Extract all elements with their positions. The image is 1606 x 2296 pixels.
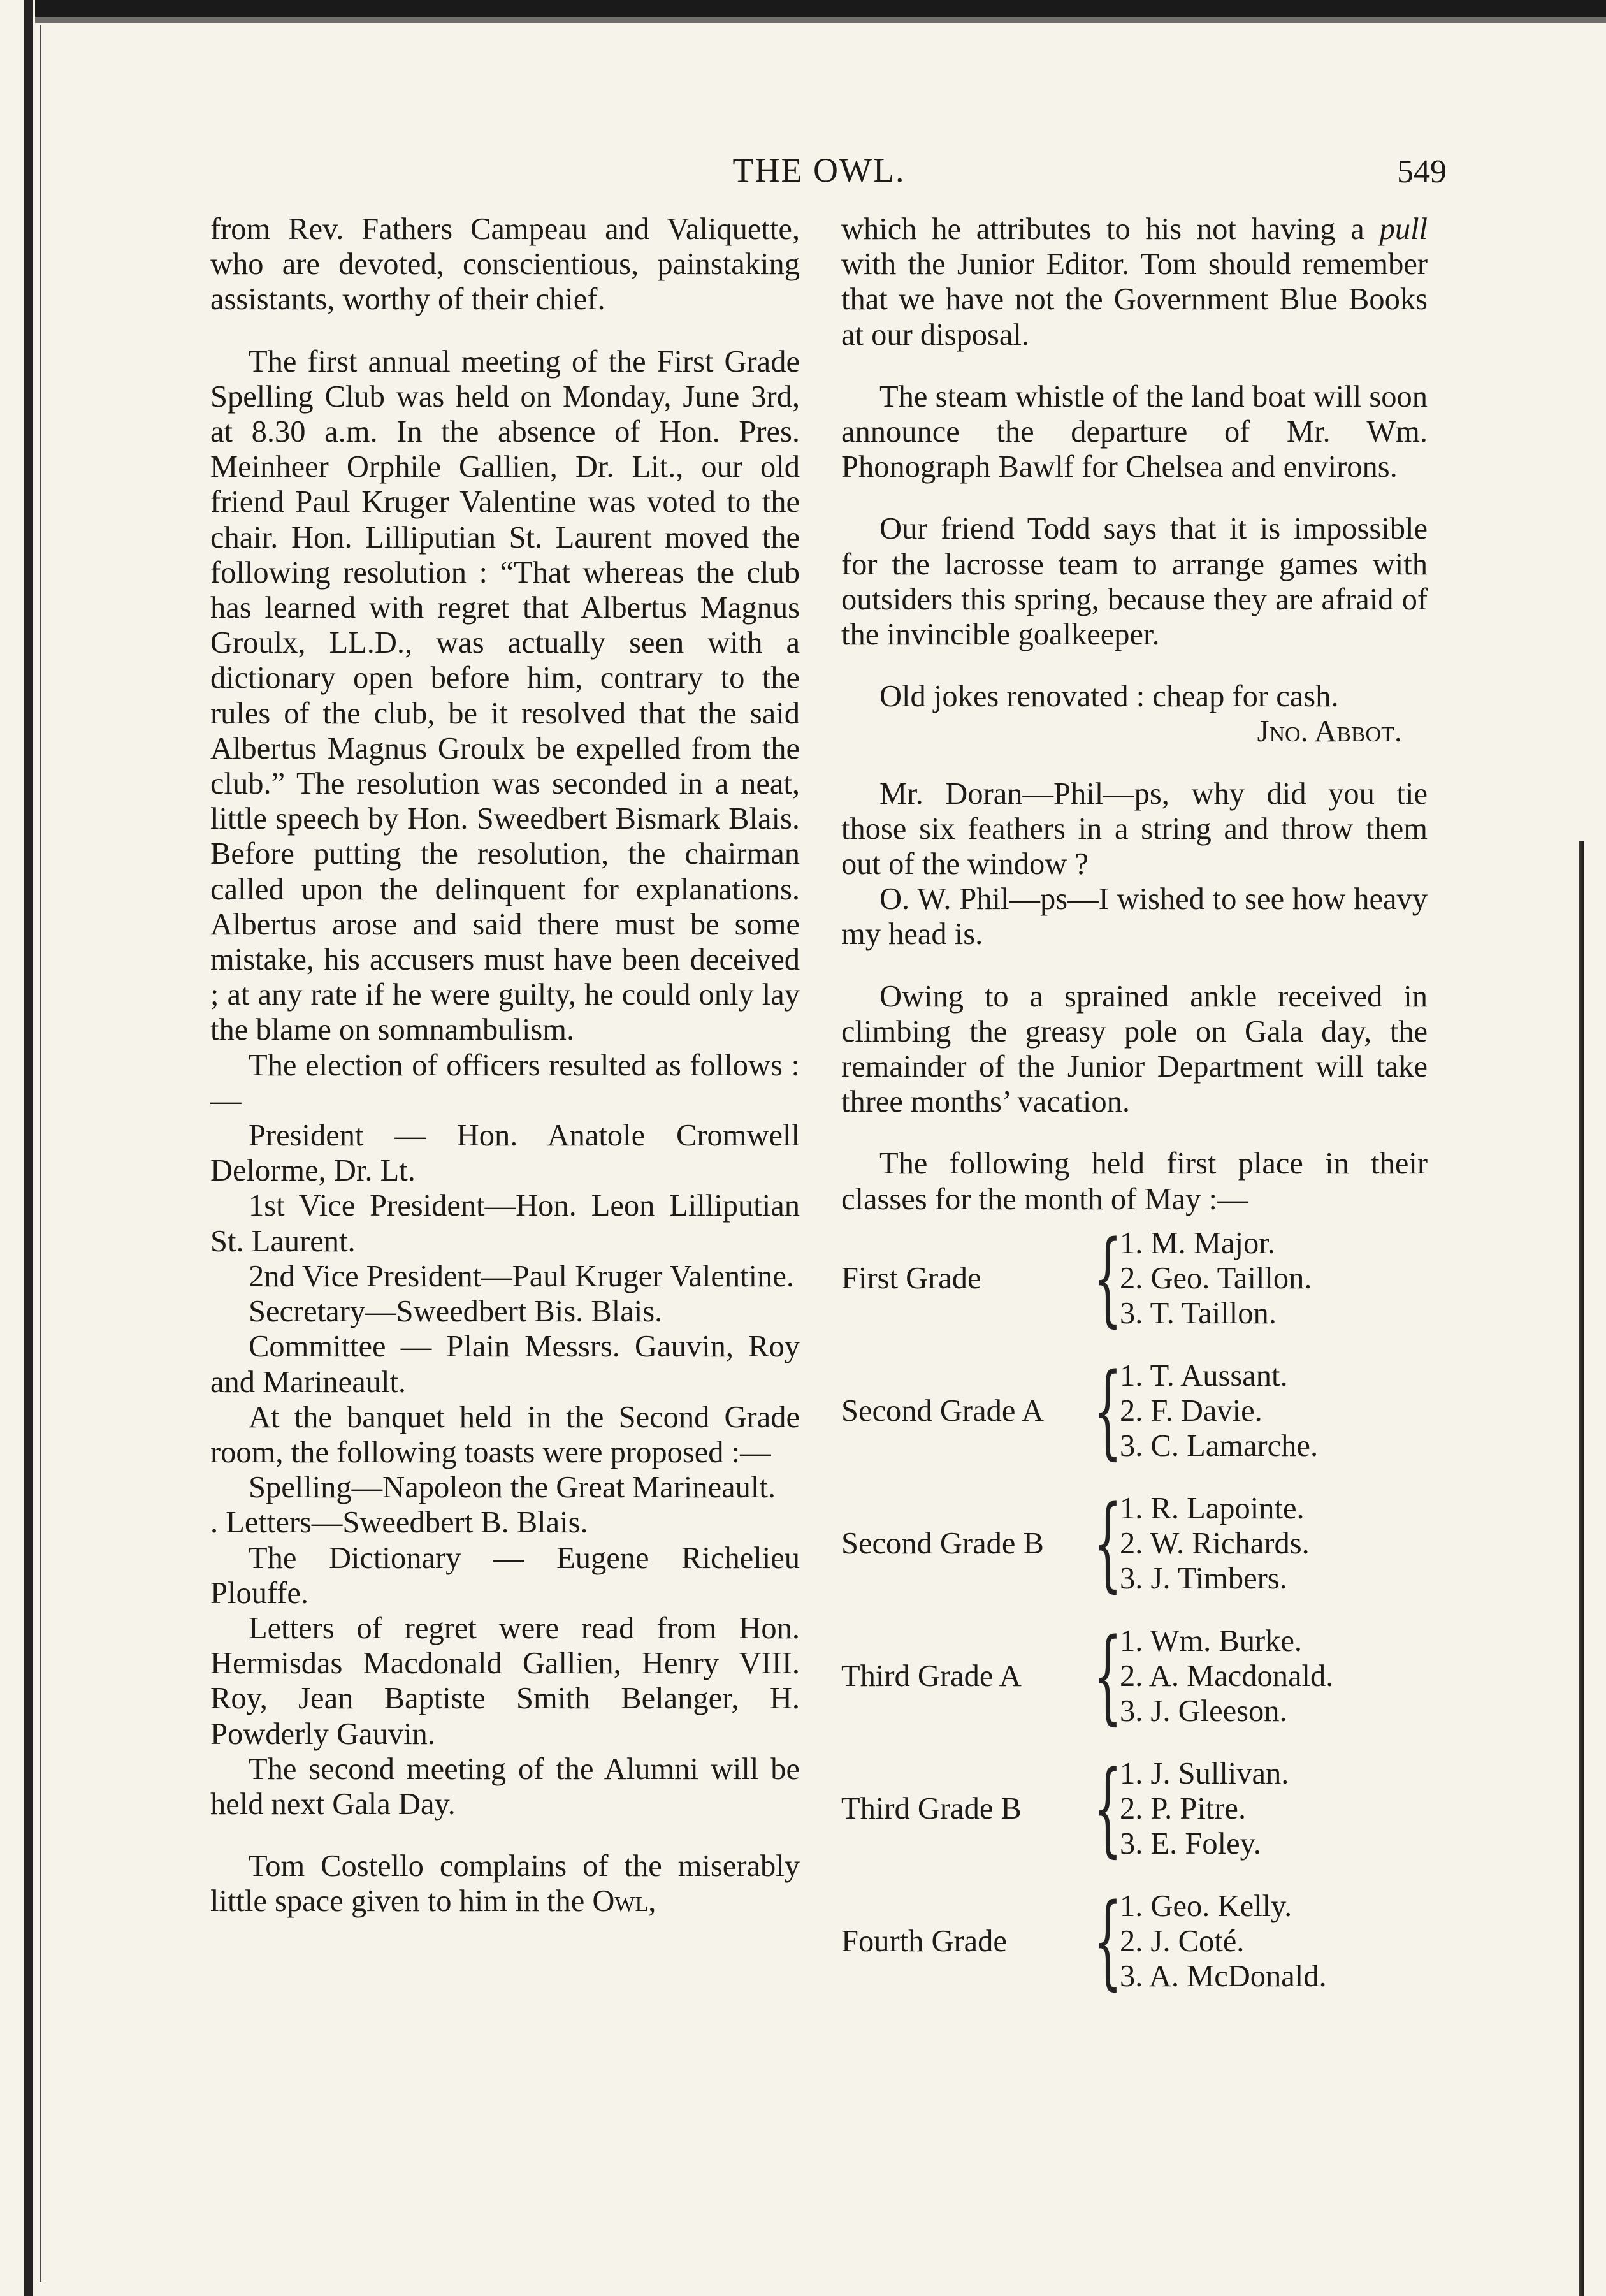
paragraph-sprained-ankle: Owing to a sprained ankle received in climbing the greasy pole on Gala day, the remainder of the Junior Department will take three months’ vacation.	[841, 979, 1428, 1119]
grade-ranking-entry: 3. E. Foley.	[1120, 1826, 1261, 1861]
grade-ranking-entry: 1. Wm. Burke.	[1120, 1624, 1303, 1658]
paragraph-doran: Mr. Doran—Phil—ps, why did you tie those six feathers in a string and throw them out of the window ?	[841, 776, 1428, 882]
paragraph-reply: O. W. Phil—ps—I wished to see how heavy my head is.	[841, 882, 1428, 952]
grade-block	[841, 1748, 1428, 1868]
paragraph-toast-spelling: Spelling—Napoleon the Great Marineault.	[249, 1471, 776, 1505]
costello-text: Tom Costello complains of the miserably little space given to him in the	[210, 1849, 800, 1919]
brace-glyph: {	[1093, 1881, 1122, 2001]
grade-ranking	[1120, 1226, 1312, 1331]
grade-ranking-entry: 2. F. Davie.	[1120, 1393, 1262, 1428]
scan-edge-top-shadow	[35, 17, 1606, 23]
paragraph-attributes	[841, 212, 1428, 352]
grade-label: Second Grade A	[841, 1393, 1044, 1428]
grade-ranking-entry: 3. C. Lamarche.	[1120, 1428, 1319, 1463]
grade-ranking-entry: 3. J. Timbers.	[1120, 1561, 1287, 1595]
scan-edge-right	[1579, 841, 1584, 2296]
paragraph-regrets: Letters of regret were read from Hon. Hermisdas Macdonald Gallien, Henry VIII. Roy, Jean Baptiste Smith Belanger, H. Powderly Gauvin.	[210, 1611, 800, 1751]
paragraph-steam-whistle: The steam whistle of the land boat will soon announce the departure of Mr. Wm. Phonograph Bawlf for Chelsea and environs.	[841, 379, 1428, 484]
grade-block	[841, 1218, 1428, 1338]
grade-ranking	[1120, 1889, 1327, 1994]
owl-small-caps: Owl,	[592, 1884, 656, 1919]
grade-label: Fourth Grade	[841, 1924, 1007, 1958]
paragraph-first-place: The following held first place in their classes for the month of May :—	[841, 1147, 1428, 1216]
grade-ranking-entry: 1. T. Aussant.	[1120, 1358, 1288, 1393]
scan-edge-left	[24, 0, 33, 2296]
grade-block	[841, 1881, 1428, 2001]
grade-block	[841, 1483, 1428, 1603]
attributes-text-pre: which he attributes to his not having a	[841, 212, 1364, 246]
paragraph-spelling-club: The first annual meeting of the First Grade Spelling Club was held on Monday, June 3rd, at 8.30 a.m. In the absence of Hon. Pres. Meinheer Orphile Gallien, Dr. Lit., our old friend Paul Kruger Valentine was voted to the chair. Hon. Lilliputian St. Laurent moved the following resolution : “That whereas the club has learned with regret that Albertus Magnus Groulx, LL.D., was actually seen with a dictionary open before him, contrary to the rules of the club, be it resolved that the said Albertus Magnus Groulx be expelled from the club.” The resolution was seconded in a neat, little speech by Hon. Sweedbert Bismark Blais. Before putting the resolution, the chairman called upon the delinquent for explanations. Albertus arose and said there must be some mistake, his accusers must have been deceived ; at any rate if he were guilty, he could only lay the blame on somnambulism.	[210, 344, 800, 1047]
grade-ranking-entry: 1. M. Major.	[1120, 1226, 1275, 1260]
grade-ranking-entry: 3. T. Taillon.	[1120, 1296, 1277, 1330]
grade-ranking-entry: 3. A. McDonald.	[1120, 1959, 1327, 1993]
grade-ranking-entry: 2. J. Coté.	[1120, 1924, 1245, 1958]
paragraph-todd: Our friend Todd says that it is impossible for the lacrosse team to arrange games with outsiders this spring, because they are afraid of the invincible goalkeeper.	[841, 512, 1428, 652]
signature-jno-abbot: Jno. Abbot.	[1257, 715, 1402, 749]
scan-edge-left-line	[40, 25, 41, 2282]
grade-ranking	[1120, 1491, 1310, 1596]
right-column	[841, 212, 1428, 2021]
grade-label: Second Grade B	[841, 1526, 1044, 1560]
paragraph-continued: from Rev. Fathers Campeau and Valiquette, who are devoted, conscientious, painstaking assistants, worthy of their chief.	[210, 212, 800, 317]
grade-ranking-entry: 1. J. Sullivan.	[1120, 1756, 1289, 1791]
grade-ranking-entry: 2. P. Pitre.	[1120, 1791, 1247, 1826]
paragraph-alumni: The second meeting of the Alumni will be held next Gala Day.	[210, 1752, 800, 1821]
paragraph-committee: Committee — Plain Messrs. Gauvin, Roy and Marineault.	[210, 1330, 800, 1399]
scan-edge-top	[35, 0, 1606, 17]
brace-glyph: {	[1093, 1351, 1122, 1471]
grade-ranking-entry: 1. R. Lapointe.	[1120, 1491, 1305, 1525]
attributes-text-post: with the Junior Editor. Tom should remember that we have not the Government Blue Books at our disposal.	[841, 247, 1428, 352]
brace-glyph: {	[1093, 1218, 1122, 1338]
grade-label: Third Grade A	[841, 1659, 1022, 1693]
left-column	[210, 212, 800, 1919]
brace-glyph: {	[1093, 1483, 1122, 1603]
grade-block	[841, 1351, 1428, 1471]
page-number: 549	[1397, 154, 1447, 190]
grade-ranking-entry: 2. Geo. Taillon.	[1120, 1261, 1312, 1295]
grades-list	[841, 1218, 1428, 2001]
grade-label: First Grade	[841, 1261, 981, 1295]
grade-ranking	[1120, 1624, 1333, 1729]
paragraph-toast-letters: . Letters—Sweedbert B. Blais.	[210, 1506, 588, 1540]
grade-ranking-entry: 2. W. Richards.	[1120, 1526, 1310, 1560]
paragraph-toast-dictionary: The Dictionary — Eugene Richelieu Plouffe.	[210, 1541, 800, 1610]
paragraph-election: The election of officers resulted as follows :—	[210, 1048, 800, 1117]
paragraph-second-vice-president: 2nd Vice President—Paul Kruger Valentine.	[249, 1259, 794, 1293]
paragraph-president: President — Hon. Anatole Cromwell Delorme, Dr. Lt.	[210, 1119, 800, 1188]
paragraph-first-vice-president: 1st Vice President—Hon. Leon Lilliputian St. Laurent.	[210, 1189, 800, 1258]
paragraph-secretary: Secretary—Sweedbert Bis. Blais.	[249, 1295, 663, 1329]
paragraph-banquet: At the banquet held in the Second Grade room, the following toasts were proposed :—	[210, 1400, 800, 1469]
brace-glyph: {	[1093, 1616, 1122, 1736]
grade-ranking-entry: 1. Geo. Kelly.	[1120, 1889, 1292, 1923]
grade-ranking	[1120, 1756, 1289, 1861]
brace-glyph: {	[1093, 1748, 1122, 1868]
paragraph-costello	[210, 1849, 800, 1919]
pull-italic: pull	[1379, 212, 1428, 246]
grade-block	[841, 1616, 1428, 1736]
running-head: THE OWL.	[732, 151, 906, 189]
paragraph-old-jokes: Old jokes renovated : cheap for cash.	[879, 679, 1339, 714]
grade-label: Third Grade B	[841, 1791, 1022, 1826]
grade-ranking-entry: 2. A. Macdonald.	[1120, 1659, 1334, 1693]
grade-ranking-entry: 3. J. Gleeson.	[1120, 1694, 1287, 1728]
grade-ranking	[1120, 1358, 1318, 1464]
